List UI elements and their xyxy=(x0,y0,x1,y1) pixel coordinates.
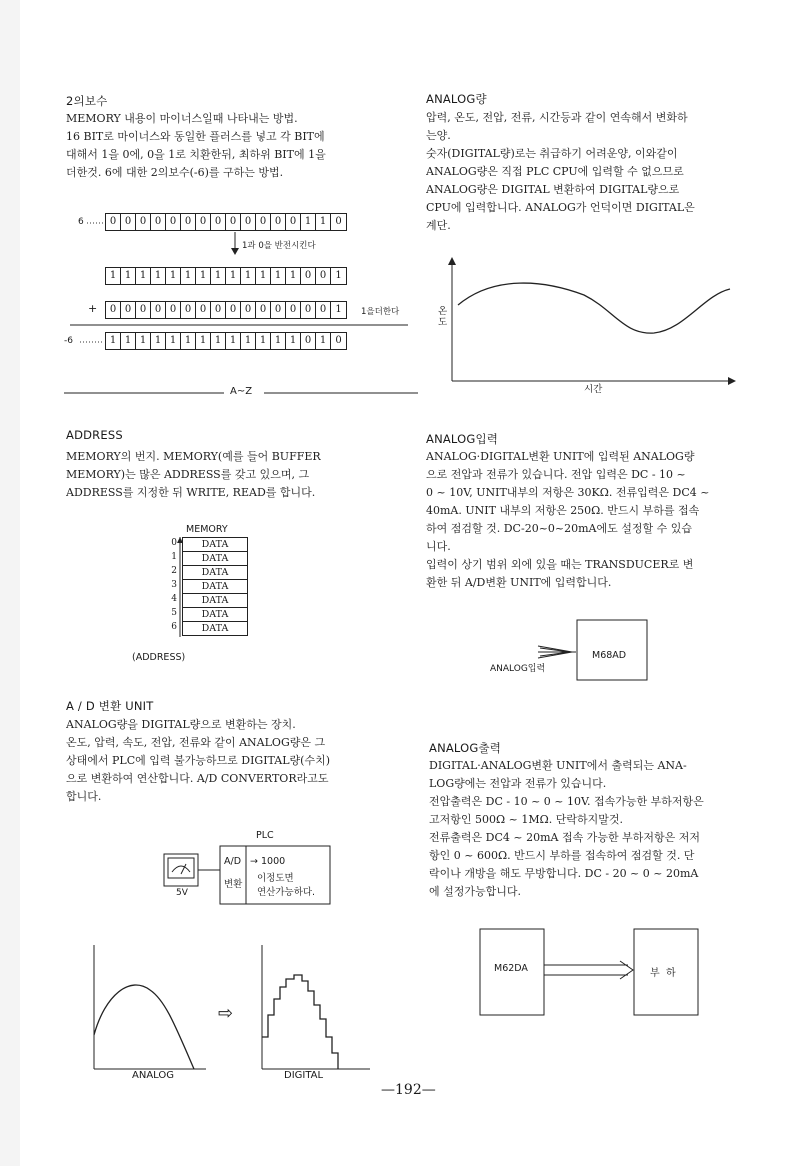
ad-unit-line: 상태에서 PLC에 입력 불가능하므로 DIGITAL량(수치) xyxy=(66,754,330,767)
complement-line: MEMORY 내용이 마이너스일때 나타내는 방법. xyxy=(66,112,298,125)
down-arrow-icon xyxy=(230,232,240,256)
bit-cell: 1 xyxy=(181,268,196,284)
bit-cell: 0 xyxy=(106,214,121,230)
bit-cell: 1 xyxy=(256,333,271,349)
analog-input-line: ANALOG·DIGITAL변환 UNIT에 입력된 ANALOG량 xyxy=(426,450,695,463)
ad-unit-line: ANALOG량을 DIGITAL량으로 변환하는 장치. xyxy=(66,718,296,731)
plus-sign: + xyxy=(88,302,98,315)
sum-line xyxy=(70,323,410,327)
analog-output-line: LOG량에는 전압과 전류가 있습니다. xyxy=(429,777,607,790)
analog-qty-line: 압력, 온도, 전압, 전류, 시간등과 같이 연속해서 변화하 xyxy=(426,111,688,124)
bit-cell: 0 xyxy=(136,214,151,230)
analog-curve-graph xyxy=(444,255,744,385)
bit-cell: 1 xyxy=(301,214,316,230)
bit-cell: 1 xyxy=(226,333,241,349)
memory-cell: DATA xyxy=(182,580,248,594)
page-edge-shade xyxy=(0,0,20,1166)
bits-six-row xyxy=(105,213,347,231)
m62da-label: M62DA xyxy=(494,963,528,974)
bits-inverted-row xyxy=(105,267,347,285)
bit-cell: 0 xyxy=(301,333,316,349)
bit-cell: 0 xyxy=(301,268,316,284)
ad-unit-line: 온도, 압력, 속도, 전압, 전류와 같이 ANALOG량은 그 xyxy=(66,736,326,749)
bit-cell: 1 xyxy=(316,214,331,230)
bit-cell: 0 xyxy=(106,302,121,318)
analog-label: ANALOG xyxy=(132,1070,174,1081)
analog-output-line: 고저항인 500Ω ~ 1MΩ. 단락하지말것. xyxy=(429,813,623,826)
analog-input-label: ANALOG입력 xyxy=(490,664,546,674)
memory-cell: DATA xyxy=(182,552,248,566)
bit-cell: 1 xyxy=(166,333,181,349)
bit-cell: 1 xyxy=(211,333,226,349)
bit-cell: 0 xyxy=(316,302,331,318)
bit-cell: 1 xyxy=(121,333,136,349)
analog-qty-body xyxy=(426,109,761,235)
bit-cell: 0 xyxy=(121,302,136,318)
ad-unit-title: A / D 변환 UNIT xyxy=(66,699,154,713)
bit-cell: 0 xyxy=(256,214,271,230)
complement-title: 2의보수 xyxy=(66,94,108,108)
ad-unit-line: 으로 변환하여 연산합니다. A/D CONVERTOR라고도 xyxy=(66,772,329,785)
bit-cell: 1 xyxy=(151,333,166,349)
analog-qty-line: ANALOG량은 직접 PLC CPU에 입력할 수 없으므로 xyxy=(426,165,684,178)
analog-output-line: DIGITAL·ANALOG변환 UNIT에서 출력되는 ANA- xyxy=(429,759,687,772)
bit-cell: 1 xyxy=(241,333,256,349)
bit-cell: 0 xyxy=(151,302,166,318)
bit-cell: 0 xyxy=(166,214,181,230)
bit-cell: 0 xyxy=(136,302,151,318)
bit-cell: 0 xyxy=(241,214,256,230)
value-line: 연산가능하다. xyxy=(257,887,316,898)
bit-cell: 0 xyxy=(286,214,301,230)
memory-table xyxy=(182,537,248,636)
ad-unit-line: 합니다. xyxy=(66,790,102,803)
analog-input-line: 0 ~ 10V, UNIT내부의 저항은 30KΩ. 전류입력은 DC4 ~ xyxy=(426,486,710,499)
bit-cell: 1 xyxy=(181,333,196,349)
bit-cell: 0 xyxy=(121,214,136,230)
address-body xyxy=(66,448,406,502)
bit-cell: 1 xyxy=(335,270,342,281)
address-index: 1 xyxy=(171,552,177,562)
bit-cell: 0 xyxy=(335,335,342,346)
analog-input-line: 하여 점검할 것. DC-20~0~20mA에도 설정할 수 있습 xyxy=(426,522,692,535)
analog-output-line: 락이나 개방을 해도 무방합니다. DC - 20 ~ 0 ~ 20mA xyxy=(429,867,699,880)
memory-cell: DATA xyxy=(182,566,248,580)
m68ad-label: M68AD xyxy=(592,650,627,661)
complement-line: 대해서 1을 0에, 0을 1로 치환한뒤, 최하위 BIT에 1을 xyxy=(66,148,326,161)
bit-cell: 1 xyxy=(316,333,331,349)
bit-cell: 1 xyxy=(166,268,181,284)
ad-label: A/D xyxy=(224,856,242,867)
add-note: 1을더한다 xyxy=(361,307,400,317)
bit-cell: 1 xyxy=(151,268,166,284)
analog-input-line: 40mA. UNIT 내부의 저항은 250Ω. 반드시 부하를 접속 xyxy=(426,504,700,517)
bit-cell: 0 xyxy=(181,214,196,230)
memory-cell: DATA xyxy=(182,537,248,552)
bit-cell: 1 xyxy=(335,304,342,315)
digital-label: DIGITAL xyxy=(284,1070,324,1081)
analog-input-line: 으로 전압과 전류가 있습니다. 전압 입력은 DC - 10 ~ xyxy=(426,468,686,481)
analog-output-line: 전압출력은 DC - 10 ~ 0 ~ 10V. 접속가능한 부하저항은 xyxy=(429,795,704,808)
divider-label: A~Z xyxy=(230,386,253,397)
x-axis-label: 시간 xyxy=(584,384,603,395)
bit-cell: 1 xyxy=(136,268,151,284)
complement-line: 16 BIT로 마이너스와 동일한 플러스를 넣고 각 BIT에 xyxy=(66,130,325,143)
bit-cell: 1 xyxy=(211,268,226,284)
bit-cell: 1 xyxy=(271,268,286,284)
bit-cell: 1 xyxy=(241,268,256,284)
page-number: —192— xyxy=(381,1082,436,1098)
bit-cell: 0 xyxy=(196,302,211,318)
address-line: MEMORY의 번지. MEMORY(예를 들어 BUFFER xyxy=(66,450,321,463)
row-label-6: 6 xyxy=(78,217,84,227)
analog-qty-line: 계단. xyxy=(426,219,451,232)
analog-qty-title: ANALOG량 xyxy=(426,92,487,106)
bit-cell: 0 xyxy=(211,214,226,230)
plc-label: PLC xyxy=(256,830,274,841)
analog-input-line: 입력이 상기 범위 외에 있을 때는 TRANSDUCER로 변 xyxy=(426,558,694,571)
bit-cell: 0 xyxy=(211,302,226,318)
analog-input-title: ANALOG입력 xyxy=(426,432,499,446)
invert-note: 1과 0을 반전시킨다 xyxy=(242,241,316,251)
bit-cell: 1 xyxy=(286,268,301,284)
address-index: 5 xyxy=(171,608,177,618)
address-index: 2 xyxy=(171,566,177,576)
convert-arrow-icon: ⇨ xyxy=(218,1003,234,1024)
analog-qty-line: 는양. xyxy=(426,129,451,142)
bit-cell: 0 xyxy=(335,216,342,227)
analog-qty-line: 숫자(DIGITAL량)로는 취급하기 어려운양, 이와같이 xyxy=(426,147,678,160)
bit-cell: 0 xyxy=(241,302,256,318)
bit-cell: 0 xyxy=(151,214,166,230)
analog-output-line: 항인 0 ~ 600Ω. 반드시 부하를 접속하여 점검할 것. 단 xyxy=(429,849,695,862)
load-label: 부 하 xyxy=(650,968,676,979)
bit-cell: 1 xyxy=(106,268,121,284)
dotted-leader xyxy=(80,340,106,344)
bit-cell: 0 xyxy=(196,214,211,230)
bit-cell: 0 xyxy=(181,302,196,318)
complement-body xyxy=(66,110,406,182)
bit-cell: 1 xyxy=(196,333,211,349)
address-label: (ADDRESS) xyxy=(132,652,186,663)
address-index: 6 xyxy=(171,622,177,632)
bit-cell: 0 xyxy=(286,302,301,318)
analog-input-line: 환한 뒤 A/D변환 UNIT에 입력합니다. xyxy=(426,576,612,589)
memory-cell: DATA xyxy=(182,622,248,636)
bit-cell: 0 xyxy=(226,214,241,230)
bit-cell: 1 xyxy=(226,268,241,284)
bit-cell: 1 xyxy=(106,333,121,349)
bits-minus6-row xyxy=(105,332,347,350)
digital-graph xyxy=(258,945,373,1075)
bit-cell: 1 xyxy=(271,333,286,349)
address-line: ADDRESS를 지정한 뒤 WRITE, READ를 합니다. xyxy=(66,486,316,499)
bit-cell: 0 xyxy=(226,302,241,318)
address-title: ADDRESS xyxy=(66,428,123,442)
analog-qty-line: ANALOG량은 DIGITAL 변환하여 DIGITAL량으로 xyxy=(426,183,680,196)
analog-qty-line: CPU에 입력합니다. ANALOG가 언덕이면 DIGITAL은 xyxy=(426,201,695,214)
memory-cell: DATA xyxy=(182,608,248,622)
address-index: 4 xyxy=(171,594,177,604)
bit-cell: 1 xyxy=(286,333,301,349)
ad-unit-diagram xyxy=(160,842,340,908)
address-index: 3 xyxy=(171,580,177,590)
analog-output-body xyxy=(429,757,764,901)
y-axis-label: 온도 xyxy=(438,306,448,328)
address-index: 0 xyxy=(171,538,177,548)
bit-cell: 1 xyxy=(196,268,211,284)
bit-cell: 0 xyxy=(271,214,286,230)
bit-cell: 1 xyxy=(256,268,271,284)
row-label-minus6: -6 xyxy=(64,336,73,346)
bit-cell: 0 xyxy=(316,268,331,284)
memory-cell: DATA xyxy=(182,594,248,608)
bit-cell: 0 xyxy=(271,302,286,318)
analog-output-line: 전류출력은 DC4 ~ 20mA 접속 가능한 부하저항은 저저 xyxy=(429,831,700,844)
dotted-leader xyxy=(87,221,107,225)
convert-label: 변환 xyxy=(224,879,243,890)
analog-input-line: 니다. xyxy=(426,540,451,553)
analog-output-line: 에 설정가능합니다. xyxy=(429,885,522,898)
memory-label: MEMORY xyxy=(186,524,228,535)
ad-unit-body xyxy=(66,716,406,806)
value-line: → 1000 xyxy=(250,856,286,867)
address-line: MEMORY)는 많은 ADDRESS를 갖고 있으며, 그 xyxy=(66,468,310,481)
bit-cell: 1 xyxy=(136,333,151,349)
bit-cell: 1 xyxy=(121,268,136,284)
bit-cell: 0 xyxy=(256,302,271,318)
voltage-label: 5V xyxy=(176,888,188,898)
value-line: 이정도면 xyxy=(257,873,294,884)
complement-line: 더한것. 6에 대한 2의보수(-6)를 구하는 방법. xyxy=(66,166,284,179)
bit-cell: 0 xyxy=(166,302,181,318)
bit-cell: 0 xyxy=(301,302,316,318)
analog-output-title: ANALOG출력 xyxy=(429,741,502,755)
analog-input-body xyxy=(426,448,761,592)
address-axis xyxy=(177,537,185,639)
bits-one-row xyxy=(105,301,347,319)
analog-graph xyxy=(90,945,210,1075)
